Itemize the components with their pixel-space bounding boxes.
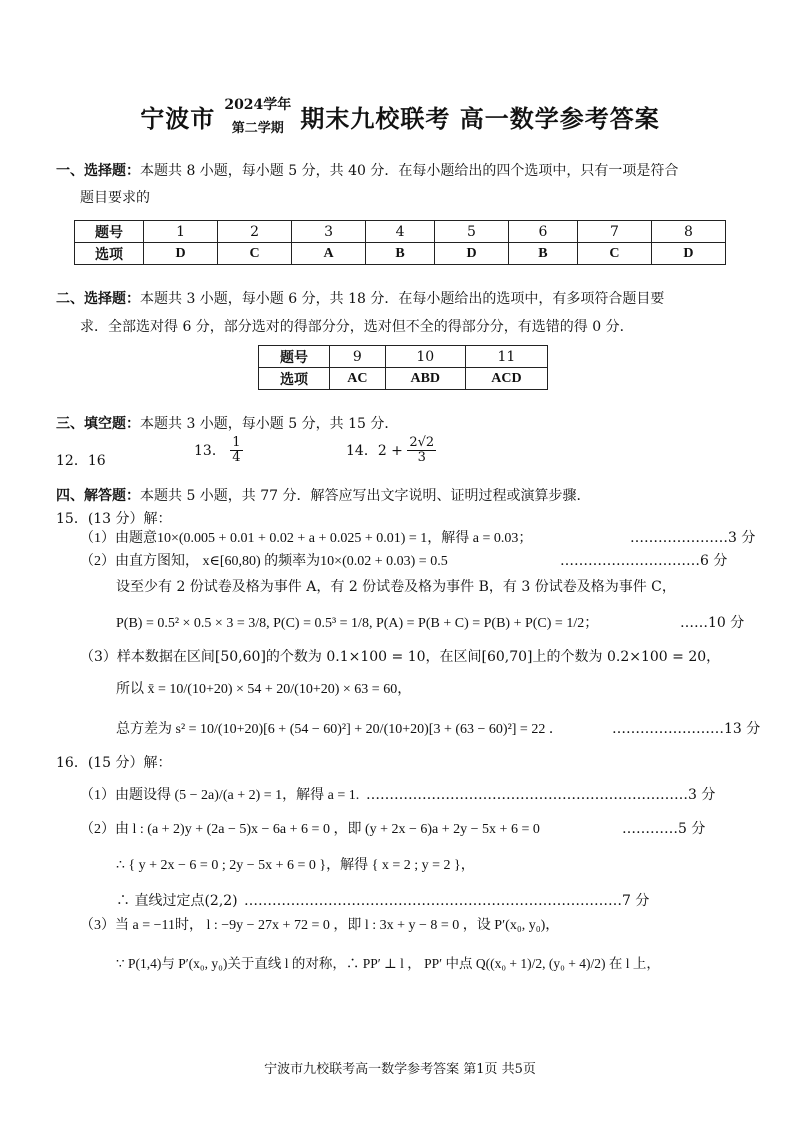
- q14-denominator: 3: [417, 450, 426, 466]
- answer-q14: [346, 436, 436, 466]
- q14-label: 14．2 +: [346, 442, 403, 459]
- q15-line7-score: ……………………13 分: [612, 721, 761, 737]
- table-cell: D: [651, 243, 725, 265]
- table-cell: 10: [385, 346, 465, 368]
- q16-line5: （3）当 a = −11时， l : −9y − 27x + 72 = 0 ，即 l : 3x + y − 8 = 0 ，设 P′(x₀, y₀)，: [80, 918, 560, 933]
- q15-line3: 设至少有 2 份试卷及格为事件 A，有 2 份试卷及格为事件 B，有 3 份试卷及格为事件 C，: [116, 579, 676, 595]
- section2-text1: 本题共 3 小题，每小题 6 分，共 18 分．在每小题给出的选项中，有多项符合题目要: [140, 291, 665, 307]
- q16-line1-score: ……………………………………………………………3 分: [366, 787, 716, 803]
- table-cell: B: [366, 243, 435, 265]
- section3-label: 三、填空题：: [56, 416, 140, 432]
- q15-head: 15．(13 分）解：: [56, 511, 172, 527]
- answer-q13: [194, 436, 243, 466]
- table-cell: 5: [434, 221, 508, 243]
- section3-intro: [56, 413, 398, 433]
- section4-label: 四、解答题：: [56, 488, 140, 504]
- q15-line4: P(B) = 0.5² × 0.5 × 3 = 3/8, P(C) = 0.5³ = 1/8, P(A) = P(B + C) = P(B) + P(C) = 1/2；: [116, 616, 599, 631]
- table-cell: AC: [330, 368, 386, 390]
- table-cell: D: [144, 243, 218, 265]
- table-cell: 8: [651, 221, 725, 243]
- q16-line3: ∴ { y + 2x − 6 = 0 ; 2y − 5x + 6 = 0 }，解得 { x = 2 ; y = 2 }，: [116, 858, 475, 873]
- table-cell: ABD: [385, 368, 465, 390]
- table-cell: B: [509, 243, 578, 265]
- section1-label: 一、选择题：: [56, 163, 140, 179]
- q15-line4-score: ……10 分: [680, 615, 745, 631]
- section1-intro: [56, 160, 678, 180]
- q16-head: 16．(15 分）解：: [56, 755, 172, 771]
- table-cell: 选项: [259, 368, 330, 390]
- section1-answer-table: [74, 220, 726, 265]
- q15-line7: 总方差为 s² = 10/(10+20)[6 + (54 − 60)²] + 20/(10+20)[3 + (63 − 60)²] = 22 ．: [116, 722, 563, 737]
- section2-label: 二、选择题：: [56, 291, 140, 307]
- section3-text: 本题共 3 小题，每小题 5 分，共 15 分．: [140, 416, 399, 432]
- q14-fraction: [407, 436, 436, 466]
- section4-intro: [56, 485, 591, 505]
- table-cell: 11: [465, 346, 547, 368]
- section2-text2: 求．全部选对得 6 分，部分选对的得部分分，选对但不全的得部分分，有选错的得 0 分．: [80, 319, 634, 335]
- section1-text1: 本题共 8 小题，每小题 5 分，共 40 分．在每小题给出的四个选项中，只有一项是符合: [140, 163, 679, 179]
- answer-q12: 12．16: [56, 453, 106, 469]
- q13-fraction: [230, 436, 242, 466]
- q16-line2-score: …………5 分: [622, 821, 706, 837]
- q16-line4: ∴ 直线过定点(2,2): [116, 893, 238, 909]
- q13-denominator: 4: [232, 450, 241, 466]
- table-row: [75, 243, 726, 265]
- table-cell: 2: [218, 221, 292, 243]
- table-cell: 3: [292, 221, 366, 243]
- table-cell: 1: [144, 221, 218, 243]
- q15-line2-score: …………………………6 分: [560, 553, 728, 569]
- page-footer: 宁波市九校联考高一数学参考答案 第1页 共5页: [264, 1062, 536, 1077]
- q15-line6: 所以 x̄ = 10/(10+20) × 54 + 20/(10+20) × 63 = 60，: [116, 682, 412, 697]
- q16-line2: （2）由 l : (a + 2)y + (2a − 5)x − 6a + 6 = 0 ，即 (y + 2x − 6)a + 2y − 5x + 6 = 0: [80, 822, 540, 837]
- q16-line6: ∵ P(1,4)与 P′(x₀, y₀)关于直线 l 的对称，∴ PP′ ⊥ l ， PP′ 中点 Q((x₀ + 1)/2, (y₀ + 4)/2) 在 l 上，: [116, 956, 660, 971]
- section2-answer-table: [258, 345, 548, 390]
- table-row: [259, 346, 548, 368]
- table-row: [259, 368, 548, 390]
- q16-line4-score: ………………………………………………………………………7 分: [244, 893, 650, 909]
- table-cell: 选项: [75, 243, 144, 265]
- q16-line1: （1）由题设得 (5 − 2a)/(a + 2) = 1，解得 a = 1.: [80, 788, 360, 803]
- q15-line2: （2）由直方图知， x∈[60,80) 的频率为10×(0.02 + 0.03) = 0.5: [80, 554, 448, 569]
- title-term-stack: [224, 98, 291, 135]
- table-cell: A: [292, 243, 366, 265]
- table-cell: 9: [330, 346, 386, 368]
- section1-text2: 题目要求的: [80, 190, 150, 206]
- table-cell: 7: [577, 221, 651, 243]
- section2-intro: [56, 288, 664, 308]
- q13-label: 13．: [194, 442, 226, 459]
- q15-line1: （1）由题意10×(0.005 + 0.01 + 0.02 + a + 0.025 + 0.01) = 1，解得 a = 0.03；: [80, 531, 533, 546]
- table-cell: D: [434, 243, 508, 265]
- table-row: [75, 221, 726, 243]
- title-prefix: 宁波市: [140, 104, 216, 133]
- table-cell: 题号: [75, 221, 144, 243]
- table-cell: 6: [509, 221, 578, 243]
- section4-text: 本题共 5 小题，共 77 分．解答应写出文字说明、证明过程或演算步骤．: [140, 488, 591, 504]
- table-cell: C: [577, 243, 651, 265]
- title-term: 第二学期: [231, 121, 284, 136]
- table-cell: 4: [366, 221, 435, 243]
- title-suffix: 期末九校联考 高一数学参考答案: [300, 104, 660, 133]
- q14-numerator: 2√2: [409, 435, 435, 450]
- q15-line1-score: …………………3 分: [630, 530, 756, 546]
- page-title: [0, 98, 800, 135]
- title-year: 2024学年: [224, 97, 292, 113]
- table-cell: ACD: [465, 368, 547, 390]
- table-cell: 题号: [259, 346, 330, 368]
- q15-line5: （3）样本数据在区间[50,60]的个数为 0.1×100 = 10，在区间[60,70]上的个数为 0.2×100 = 20，: [80, 649, 721, 665]
- table-cell: C: [218, 243, 292, 265]
- q13-numerator: 1: [232, 435, 241, 450]
